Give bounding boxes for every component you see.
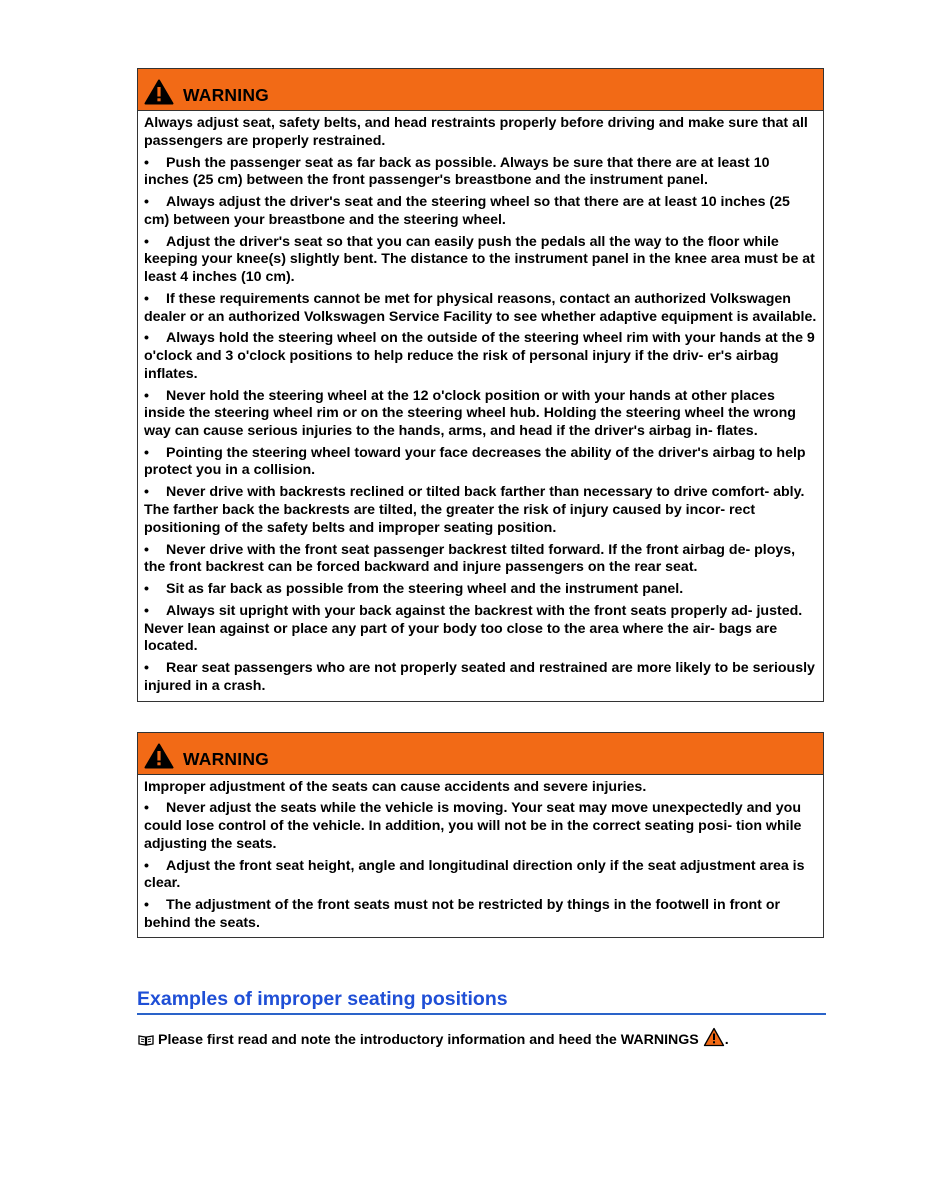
- warning-bullet: • Never drive with backrests reclined or tilted back farther than necessary to drive comfort- ably. The farther back the backrests are tilted, the greater the risk of injury caused by incor- rect positioning of the safety belts and improper seating position.: [144, 484, 805, 536]
- warning-bullet: • Never adjust the seats while the vehicle is moving. Your seat may move unexpectedly and you could lose control of the vehicle. In addition, you will not be in the correct seating posi- tion while adjusting the seats.: [144, 800, 802, 852]
- warning-title: WARNING: [183, 748, 269, 769]
- warning-intro: Improper adjustment of the seats can cause accidents and severe injuries.: [144, 778, 647, 795]
- warning-body: [138, 775, 823, 938]
- warning-box-1: [137, 68, 824, 702]
- warning-bullet: • Pointing the steering wheel toward your face decreases the ability of the driver's airbag to help protect you in a collision.: [144, 444, 806, 479]
- book-icon: [138, 1034, 154, 1046]
- warning-bullet: • Sit as far back as possible from the steering wheel and the instrument panel.: [144, 581, 684, 598]
- warning-bullet: • Push the passenger seat as far back as possible. Always be sure that there are at least 10 inches (25 cm) between the front passenger's breastbone and the instrument panel.: [144, 154, 770, 189]
- intro-note: [137, 1031, 825, 1049]
- warning-bullet: • Adjust the driver's seat so that you can easily push the pedals all the way to the floor while keeping your knee(s) slightly bent. The distance to the instrument panel in the knee area must be at least 4 inches (10 cm).: [144, 233, 815, 285]
- warning-triangle-icon: [703, 1027, 725, 1047]
- warning-bullet: • Always sit upright with your back against the backrest with the front seats properly ad- justed. Never lean against or place any part of your body too close to the area where the air- bags are located.: [144, 603, 803, 655]
- warning-bullet: • The adjustment of the front seats must not be restricted by things in the footwell in front or behind the seats.: [144, 897, 781, 931]
- intro-note-text: Please first read and note the introductory information and heed the WARNINGS: [158, 1032, 699, 1049]
- warning-header: [138, 733, 823, 775]
- warning-bullet: • Rear seat passengers who are not properly seated and restrained are more likely to be seriously injured in a crash.: [144, 660, 815, 694]
- warning-title: WARNING: [183, 85, 269, 105]
- warning-box-2: [137, 732, 824, 939]
- intro-note-end: .: [724, 1032, 729, 1049]
- warning-bullet: • Adjust the front seat height, angle and longitudinal direction only if the seat adjustment area is clear.: [144, 857, 805, 892]
- warning-body: [138, 111, 823, 701]
- warning-bullet: • Always adjust the driver's seat and the steering wheel so that there are at least 10 inches (25 cm) between your breastbone and the steering wheel.: [144, 194, 790, 228]
- warning-bullet: • If these requirements cannot be met for physical reasons, contact an authorized Volkswagen dealer or an authorized Volkswagen Service Facility to see whether adaptive equipment is available.: [144, 290, 817, 325]
- warning-bullet: • Never drive with the front seat passenger backrest tilted forward. If the front airbag de- ploys, the front backrest can be forced backward and injure passengers on the rear seat.: [144, 541, 796, 576]
- warning-bullet: • Never hold the steering wheel at the 12 o'clock position or with your hands at other places inside the steering wheel rim or on the steering wheel hub. Holding the steering wheel the wrong way can cause serious injuries to the hands, arms, and head if the driver's airbag in- flates.: [144, 387, 796, 439]
- warning-bullet: • Always hold the steering wheel on the outside of the steering wheel rim with your hands at the 9 o'clock and 3 o'clock positions to help reduce the risk of personal injury if the driv- er's airbag inflates.: [144, 330, 815, 382]
- warning-header: [138, 69, 823, 111]
- section-title: Examples of improper seating positions: [137, 988, 826, 1015]
- page: [137, 68, 825, 1049]
- warning-triangle-icon: [144, 79, 174, 105]
- warning-triangle-icon: [144, 743, 174, 769]
- warning-intro: Always adjust seat, safety belts, and head restraints properly before driving and make sure that all passengers are properly restrained.: [144, 115, 808, 149]
